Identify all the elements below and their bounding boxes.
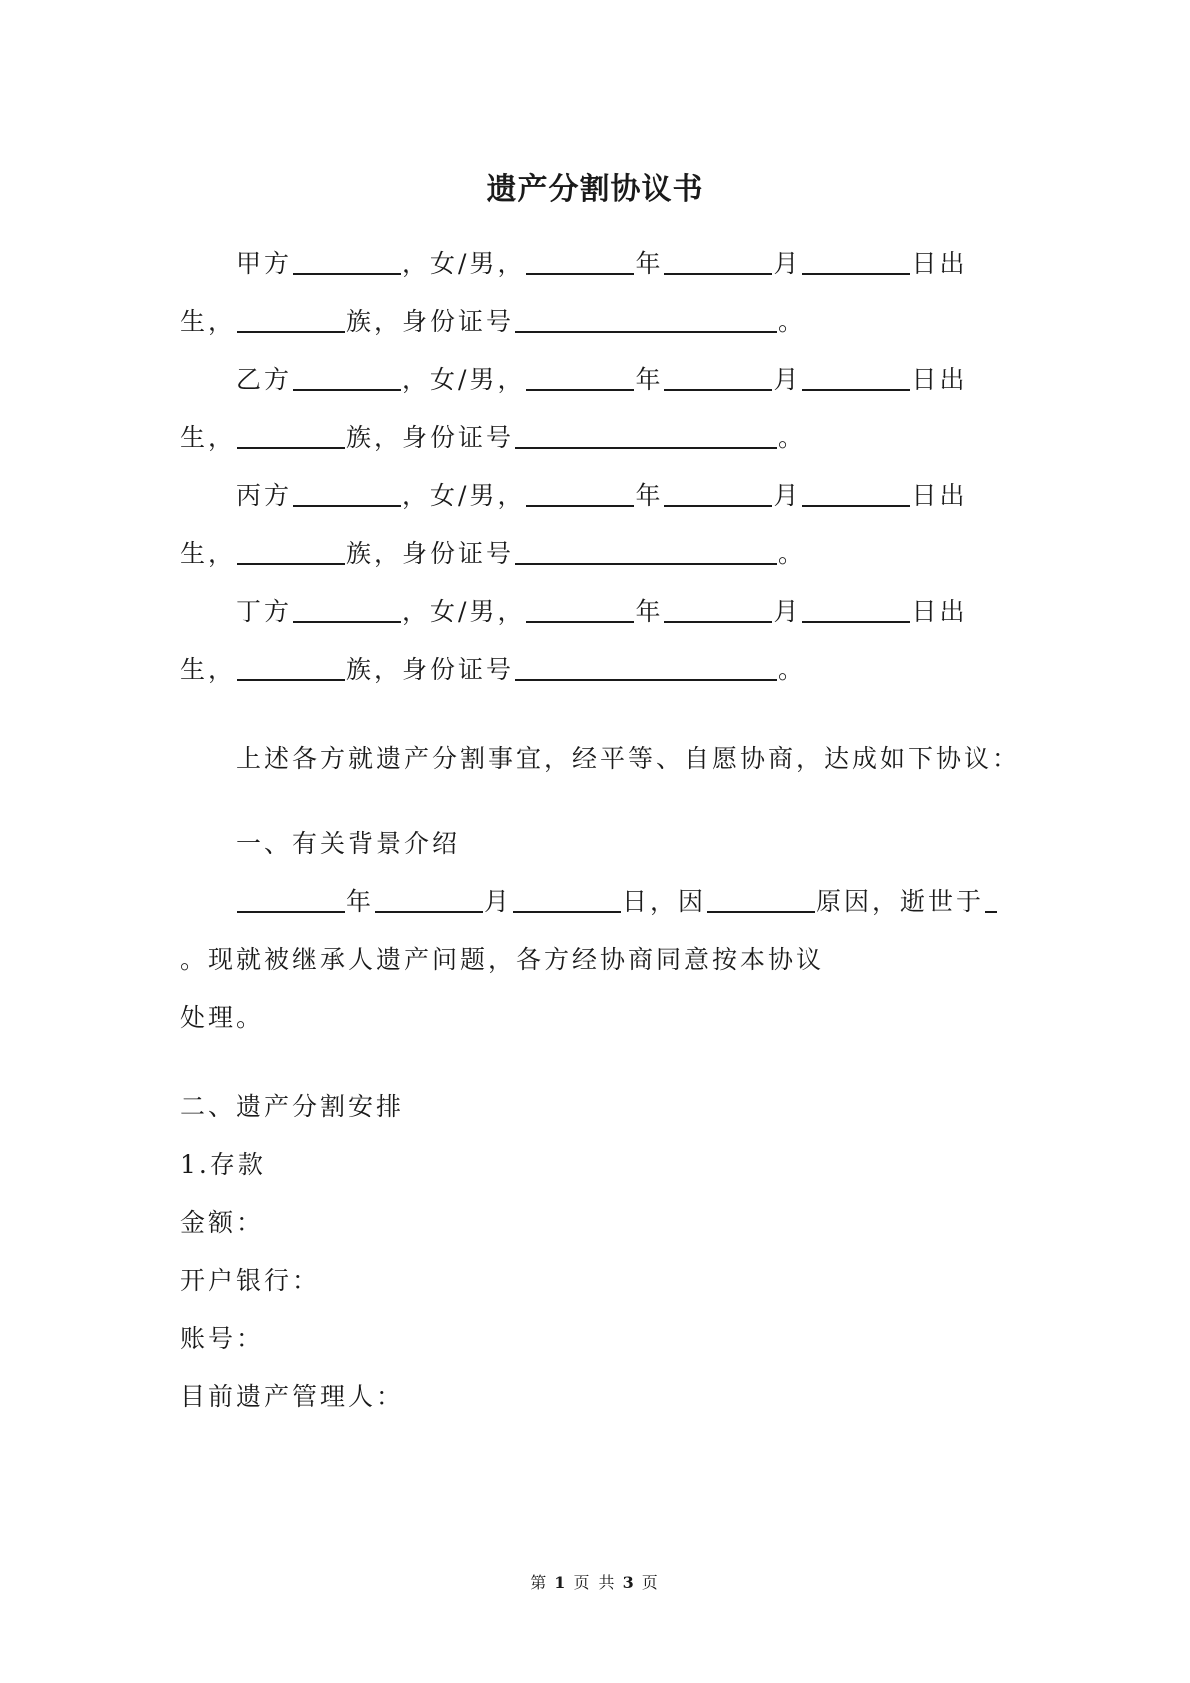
month-blank: [664, 597, 772, 623]
day-blank: [802, 249, 910, 275]
section1-line1: 年 月 日，因 原因，逝世于: [236, 885, 998, 919]
manager-label: 目前遗产管理人：: [180, 1382, 405, 1411]
party-line-2b: 生， 族，身份证号 。: [180, 423, 807, 452]
month-blank: [664, 481, 772, 507]
party-line-1: 甲方 ，女/男， 年 月 日出: [236, 249, 968, 278]
year-blank: [526, 249, 634, 275]
death-day-blank: [513, 887, 621, 913]
death-month-blank: [375, 887, 483, 913]
death-year-blank: [237, 887, 345, 913]
name-blank: [293, 597, 401, 623]
intro-paragraph: 上述各方就遗产分割事宜，经平等、自愿协商，达成如下协议：: [236, 744, 1021, 773]
year-blank: [526, 597, 634, 623]
id-blank: [515, 655, 777, 681]
party-line-1b: 生， 族，身份证号 。: [180, 307, 807, 336]
ethnic-blank: [237, 307, 345, 333]
ethnic-blank: [237, 655, 345, 681]
section1-line3: 处理。: [180, 1003, 265, 1032]
current-page: 1: [554, 1573, 568, 1592]
month-blank: [664, 249, 772, 275]
place-blank: [985, 887, 997, 913]
name-blank: [293, 249, 401, 275]
name-blank: [293, 481, 401, 507]
id-blank: [515, 307, 777, 333]
section1-line2: 。现就被继承人遗产问题，各方经协商同意按本协议: [180, 945, 825, 974]
item-deposit: 1.存款: [180, 1150, 266, 1179]
total-pages: 3: [622, 1573, 636, 1592]
ethnic-blank: [237, 539, 345, 565]
name-blank: [293, 365, 401, 391]
amount-label: 金额：: [180, 1208, 265, 1237]
party-name: 乙方: [236, 365, 293, 394]
party-line-2: 乙方 ，女/男， 年 月 日出: [236, 365, 968, 394]
year-blank: [526, 365, 634, 391]
account-label: 账号：: [180, 1324, 265, 1353]
year-blank: [526, 481, 634, 507]
party-line-4b: 生， 族，身份证号 。: [180, 655, 807, 684]
bank-label: 开户银行：: [180, 1266, 321, 1295]
month-blank: [664, 365, 772, 391]
id-blank: [515, 423, 777, 449]
party-name: 丙方: [236, 481, 293, 510]
section2-heading: 二、遗产分割安排: [180, 1092, 405, 1121]
party-line-3b: 生， 族，身份证号 。: [180, 539, 807, 568]
section1-heading: 一、有关背景介绍: [236, 829, 461, 858]
day-blank: [802, 597, 910, 623]
party-line-4: 丁方 ，女/男， 年 月 日出: [236, 597, 968, 626]
document-title: 遗产分割协议书: [486, 172, 704, 207]
party-name: 丁方: [236, 597, 293, 626]
day-blank: [802, 481, 910, 507]
cause-blank: [707, 887, 815, 913]
ethnic-blank: [237, 423, 345, 449]
day-blank: [802, 365, 910, 391]
party-name: 甲方: [236, 249, 293, 278]
party-line-3: 丙方 ，女/男， 年 月 日出: [236, 481, 968, 510]
id-blank: [515, 539, 777, 565]
page-footer: 第 1 页 共 3 页: [530, 1573, 660, 1592]
